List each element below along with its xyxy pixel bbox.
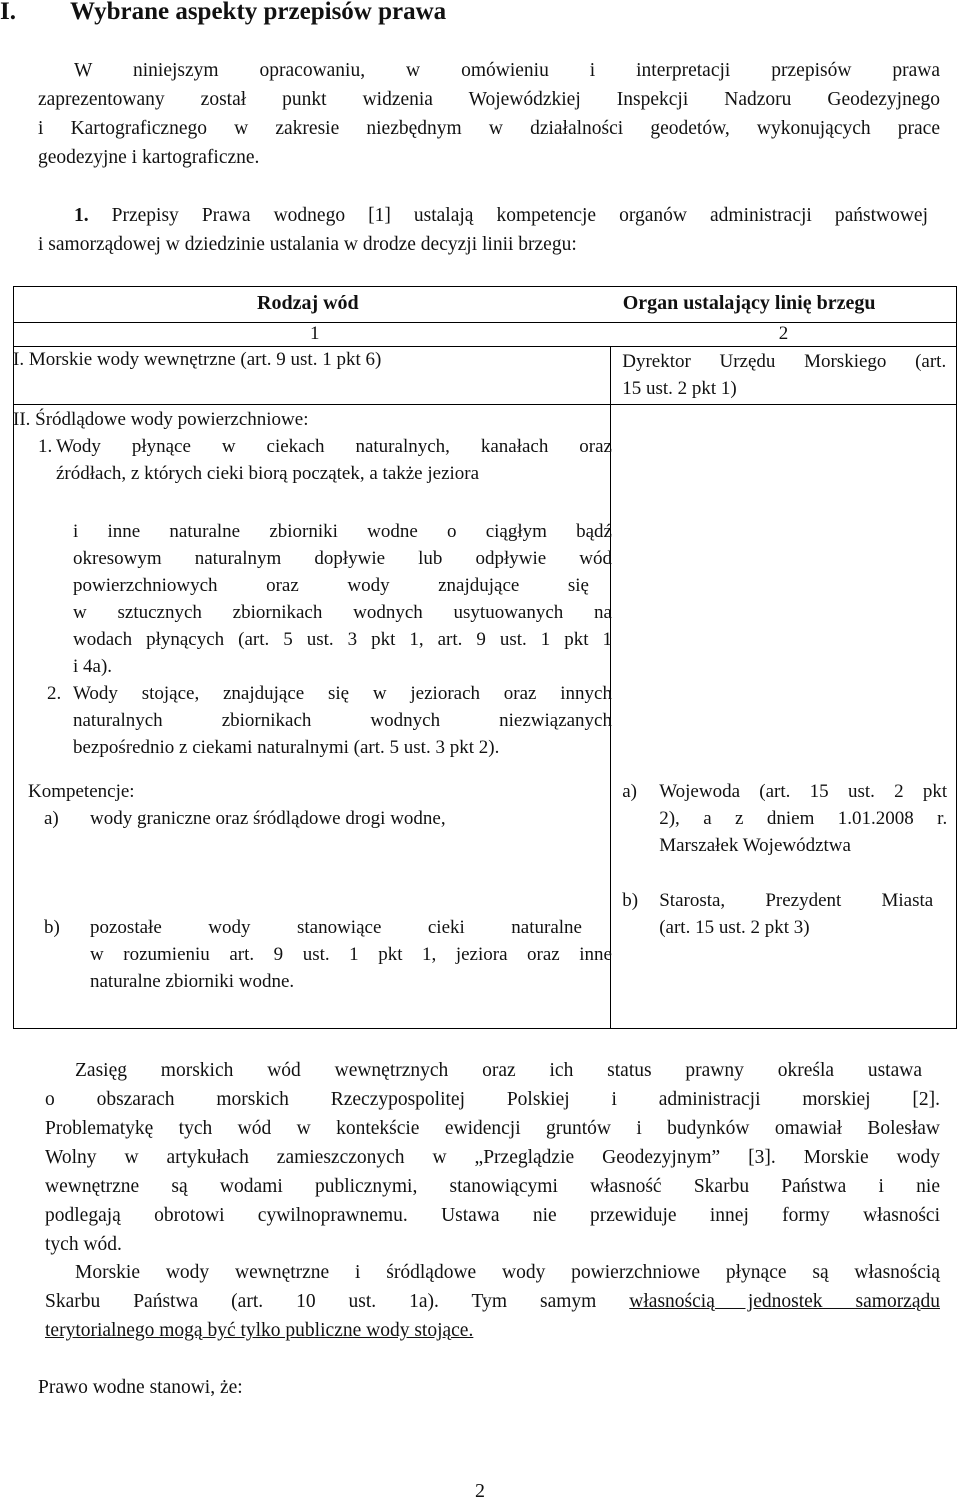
item-2-line: bezpośrednio z ciekami naturalnymi (art. 5 ust. 3 pkt 2). bbox=[73, 737, 500, 758]
row-inland-right bbox=[611, 405, 957, 775]
point-1-text: Przepisy Prawa wodnego [1] ustalają kompetencje organów administracji państwowej bbox=[111, 205, 929, 226]
row-competences-left bbox=[14, 775, 611, 1029]
body-paragraph-1 bbox=[45, 1056, 940, 1259]
body-line: wewnętrzne są wodami publicznymi, stanowiącymi własność Skarbu Państwa i nie bbox=[45, 1176, 940, 1197]
item-1-line: Wody płynące w ciekach naturalnych, kanałach oraz bbox=[56, 436, 612, 457]
intro-line: W niniejszym opracowaniu, w omówieniu i interpretacji przepisów prawa bbox=[74, 60, 940, 81]
section-title: Wybrane aspekty przepisów prawa bbox=[70, 0, 447, 25]
row-maritime-right bbox=[611, 347, 957, 405]
inland-waters-title: II. Śródlądowe wody powierzchniowe: bbox=[13, 409, 309, 430]
col-number-right bbox=[611, 323, 957, 347]
intro-line: zaprezentowany został punkt widzenia Wojewódzkiej Inspekcji Nadzoru Geodezyjnego bbox=[38, 89, 940, 110]
item-1-number: 1. bbox=[38, 436, 53, 457]
item-1-line: okresowym naturalnym dopływie lub odpływie wód bbox=[73, 548, 612, 569]
authority-b-line: (art. 15 ust. 2 pkt 3) bbox=[659, 916, 810, 938]
competence-b-line: w rozumieniu art. 9 ust. 1 pkt 1, jeziora oraz inne bbox=[90, 943, 612, 965]
authority-b-label: b) bbox=[622, 889, 639, 911]
closing-line: Prawo wodne stanowi, że: bbox=[38, 1377, 243, 1398]
header-authority: Organ ustalający linię brzegu bbox=[622, 292, 876, 314]
body-line: Wolny w artykułach zamieszczonych w „Przeglądzie Geodezyjnym” [3]. Morskie wody bbox=[45, 1147, 940, 1168]
competence-b-label: b) bbox=[44, 916, 60, 938]
authority-b-line: Starosta, Prezydent Miasta bbox=[659, 889, 934, 911]
table-header-right bbox=[611, 287, 957, 323]
item-1-line: i 4a). bbox=[73, 656, 113, 677]
body-line: Problematykę tych wód w kontekście ewidencji gruntów i budynków omawiał Bolesław bbox=[45, 1118, 940, 1139]
item-1-line: w sztucznych zbiornikach wodnych usytuowanych na bbox=[73, 602, 612, 623]
col-number-2: 2 bbox=[778, 323, 789, 344]
underlined-text: terytorialnego mogą być tylko publiczne wody stojące. bbox=[45, 1320, 474, 1341]
point-1-number: 1. bbox=[74, 205, 89, 226]
item-1-line: źródłach, z których cieki biorą początek, a także jeziora bbox=[56, 463, 480, 484]
col-number-left bbox=[14, 323, 611, 347]
item-2-line: naturalnych zbiornikach wodnych niezwiązanych bbox=[73, 710, 612, 731]
col-number-1: 1 bbox=[310, 323, 320, 344]
competences-title: Kompetencje: bbox=[28, 780, 135, 802]
intro-paragraph bbox=[38, 56, 940, 172]
header-water-type: Rodzaj wód bbox=[257, 292, 359, 314]
point-1-text-cont: i samorządowej w dziedzinie ustalania w drodze decyzji linii brzegu: bbox=[38, 234, 577, 255]
row-competences-right bbox=[611, 775, 957, 1029]
competence-b-line: pozostałe wody stanowiące cieki naturalne bbox=[90, 916, 582, 938]
competence-b-line: naturalne zbiorniki wodne. bbox=[90, 970, 295, 992]
point-1 bbox=[38, 201, 928, 259]
item-1-line: i inne naturalne zbiorniki wodne o ciągłym bądź bbox=[73, 521, 612, 542]
section-heading bbox=[0, 0, 446, 26]
maritime-waters-text: I. Morskie wody wewnętrzne (art. 9 ust. 1 pkt 6) bbox=[13, 349, 382, 370]
body-line: o obszarach morskich Rzeczypospolitej Polskiej i administracji morskiej [2]. bbox=[45, 1089, 940, 1110]
body-paragraph-2 bbox=[45, 1258, 940, 1345]
shoreline-authority-table bbox=[13, 286, 957, 1029]
competence-a-text: wody graniczne oraz śródlądowe drogi wodne, bbox=[90, 807, 446, 829]
authority-a-line: 2), a z dniem 1.01.2008 r. bbox=[659, 807, 948, 829]
body-line: podlegają obrotowi cywilnoprawnemu. Ustawa nie przewiduje innej formy własności bbox=[45, 1205, 940, 1226]
item-1-line: wodach płynących (art. 5 ust. 3 pkt 1, art. 9 ust. 1 pkt 1 bbox=[73, 629, 612, 650]
section-number: I. bbox=[0, 0, 16, 25]
item-1-line: powierzchniowych oraz wody znajdujące się bbox=[73, 575, 589, 596]
row-maritime-left bbox=[14, 347, 611, 405]
body-line: Morskie wody wewnętrzne i śródlądowe wody powierzchniowe płynące są własnością bbox=[75, 1262, 940, 1283]
row-inland-left bbox=[14, 405, 611, 775]
competence-a-label: a) bbox=[44, 807, 59, 829]
underlined-text: własnością jednostek samorządu bbox=[629, 1291, 940, 1312]
page-number: 2 bbox=[475, 1480, 485, 1502]
table-header-left bbox=[14, 287, 611, 323]
intro-line: i Kartograficznego w zakresie niezbędnym w działalności geodetów, wykonujących prace bbox=[38, 118, 940, 139]
item-2-line: Wody stojące, znajdujące się w jeziorach oraz innych bbox=[73, 683, 612, 704]
authority-a-line: Marszałek Województwa bbox=[659, 834, 851, 856]
maritime-authority-line: 15 ust. 2 pkt 1) bbox=[622, 378, 737, 399]
authority-a-line: Wojewoda (art. 15 ust. 2 pkt bbox=[659, 780, 948, 802]
body-line: Zasięg morskich wód wewnętrznych oraz ich status prawny określa ustawa bbox=[75, 1060, 922, 1081]
body-line-plain: Skarbu Państwa (art. 10 ust. 1a). Tym samym bbox=[45, 1291, 630, 1312]
authority-a-label: a) bbox=[622, 780, 637, 802]
maritime-authority-line: Dyrektor Urzędu Morskiego (art. bbox=[622, 351, 947, 372]
item-2-number: 2. bbox=[47, 683, 62, 704]
body-line: tych wód. bbox=[45, 1234, 122, 1255]
intro-line: geodezyjne i kartograficzne. bbox=[38, 147, 260, 168]
